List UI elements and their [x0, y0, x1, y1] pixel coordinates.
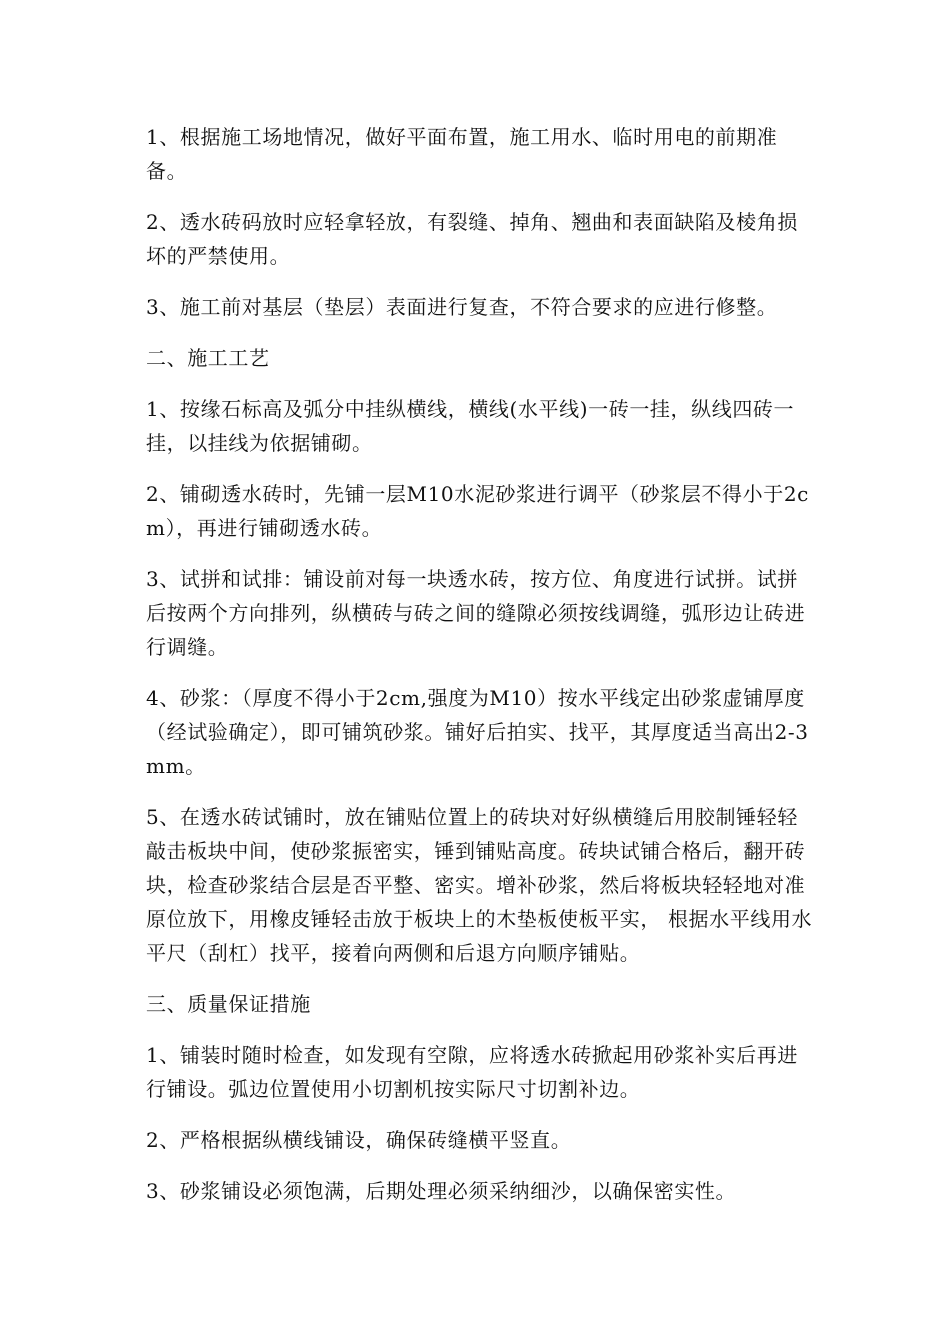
- paragraph-prep-2: 2、透水砖码放时应轻拿轻放，有裂缝、掉角、翘曲和表面缺陷及棱角损坏的严禁使用。: [146, 210, 798, 268]
- section-heading-construction-process: 二、施工工艺: [146, 346, 270, 370]
- paragraph-quality-1: 1、铺装时随时检查，如发现有空隙，应将透水砖掀起用砂浆补实后再进行铺设。弧边位置使用小切割机按实际尺寸切割补边。: [146, 1043, 798, 1101]
- paragraph-process-1: 1、按缘石标高及弧分中挂纵横线，横线(水平线)一砖一挂，纵线四砖一挂，以挂线为依据铺砌。: [146, 397, 795, 455]
- paragraph-prep-3: 3、施工前对基层（垫层）表面进行复查，不符合要求的应进行修整。: [146, 295, 778, 319]
- paragraph-prep-1: 1、根据施工场地情况，做好平面布置，施工用水、临时用电的前期准备。: [146, 125, 778, 183]
- paragraph-quality-3: 3、砂浆铺设必须饱满，后期处理必须采纳细沙，以确保密实性。: [146, 1179, 737, 1203]
- paragraph-quality-2: 2、严格根据纵横线铺设，确保砖缝横平竖直。: [146, 1128, 572, 1152]
- paragraph-process-3: 3、试拼和试排：铺设前对每一块透水砖，按方位、角度进行试拼。试拼后按两个方向排列，纵横砖与砖之间的缝隙必须按线调缝，弧形边让砖进行调缝。: [146, 567, 806, 659]
- section-heading-quality-assurance: 三、质量保证措施: [146, 992, 311, 1016]
- paragraph-process-2: 2、铺砌透水砖时，先铺一层M10水泥砂浆进行调平（砂浆层不得小于2cm），再进行铺砌透水砖。: [146, 482, 809, 540]
- paragraph-process-4: 4、砂浆：（厚度不得小于2cm,强度为M10）按水平线定出砂浆虚铺厚度（经试验确定），即可铺筑砂浆。铺好后拍实、找平，其厚度适当高出2-3mm。: [146, 686, 809, 778]
- document-body: [146, 120, 818, 1225]
- paragraph-process-5: 5、在透水砖试铺时，放在铺贴位置上的砖块对好纵横缝后用胶制锤轻轻敲击板块中间，使砂浆振密实，锤到铺贴高度。砖块试铺合格后，翻开砖块，检查砂浆结合层是否平整、密实。增补砂浆，然后将板块轻轻地对准原位放下，用橡皮锤轻击放于板块上的木垫板使板平实， 根据水平线用水平尺（刮杠）找平，接着向两侧和后退方向顺序铺贴。: [146, 805, 813, 965]
